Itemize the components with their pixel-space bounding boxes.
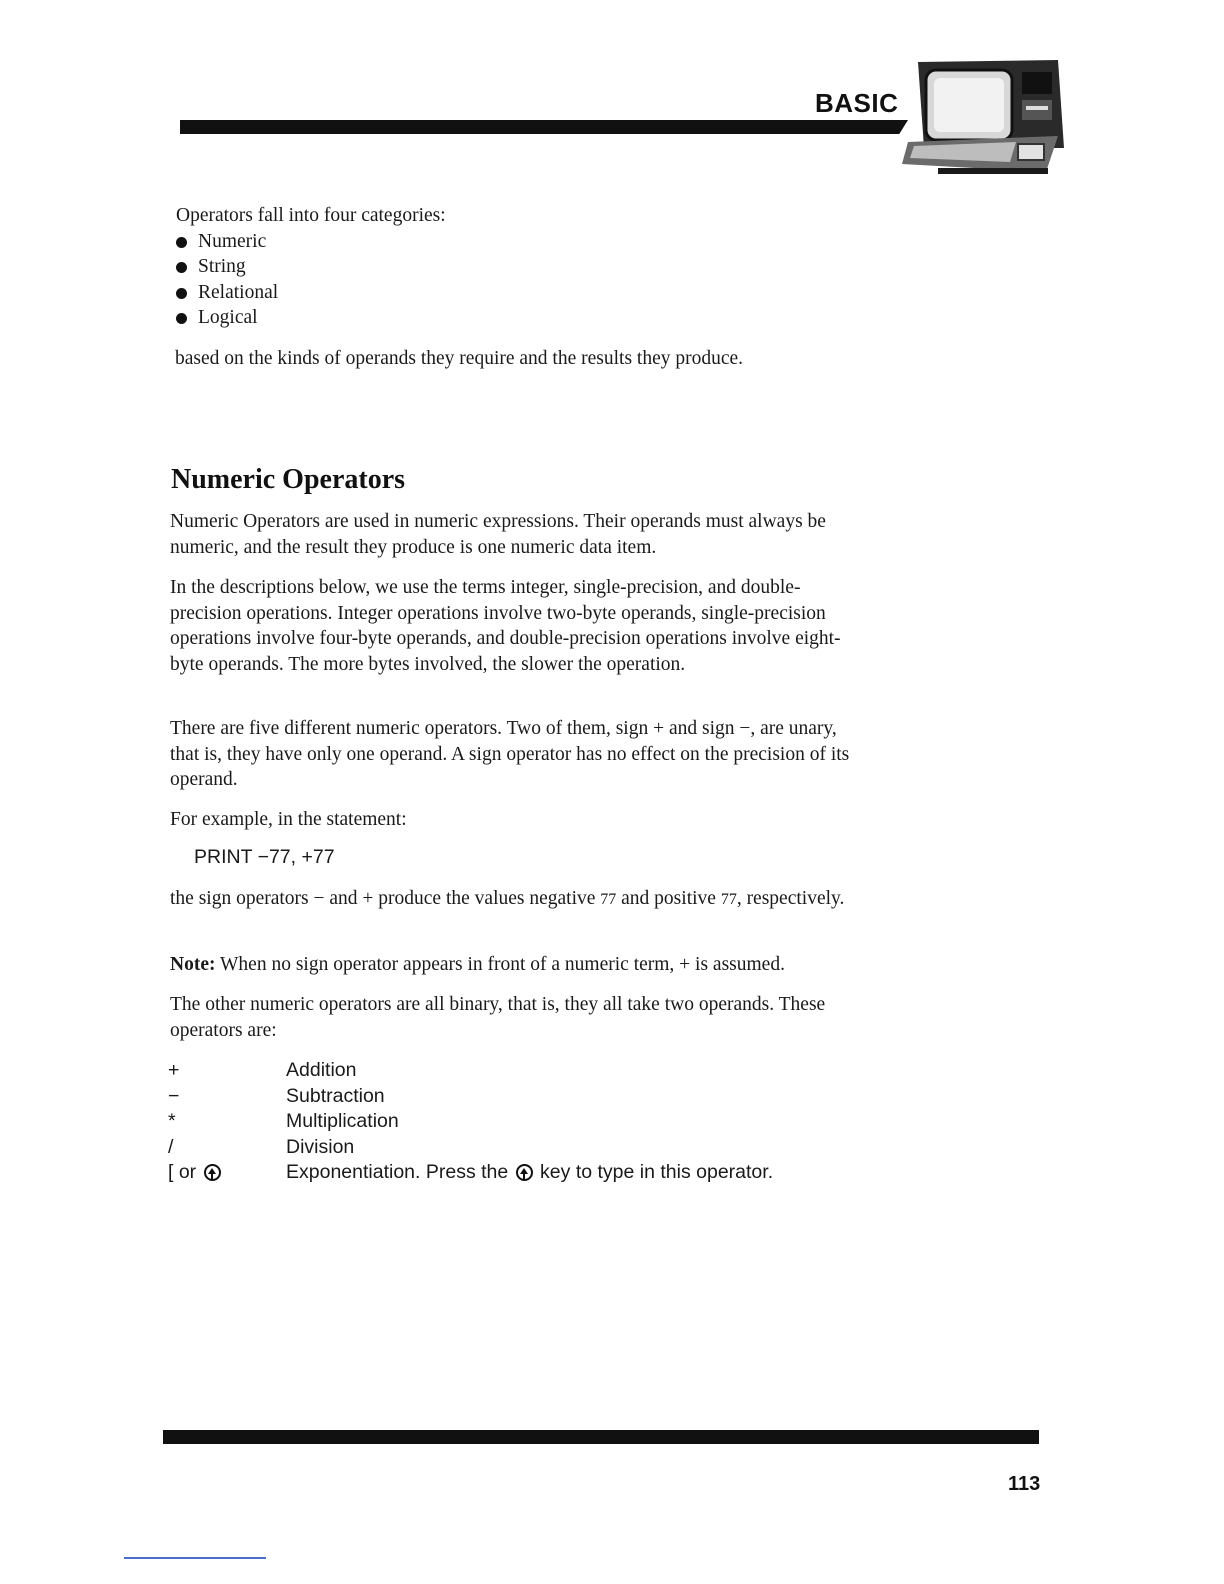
example-text-c: , respectively. (736, 888, 845, 909)
exponent-symbol-prefix: [ or (168, 1161, 202, 1184)
operator-symbol: / (168, 1135, 174, 1158)
operator-symbol: − (168, 1084, 180, 1107)
list-item: Logical (176, 305, 876, 331)
operator-row-exponent (168, 1160, 773, 1186)
intro-block (176, 203, 876, 331)
example-text-b: and positive (616, 888, 721, 909)
operator-symbol: * (168, 1110, 176, 1133)
example-value: 77 (720, 891, 737, 908)
operator-name: Division (286, 1135, 355, 1158)
section-heading: Numeric Operators (171, 464, 406, 495)
header-label: BASIC (815, 88, 899, 118)
operator-name: Addition (286, 1059, 357, 1081)
intro-lead: Operators fall into four categories: (176, 205, 446, 226)
exponent-desc-before: Exponentiation. Press the (286, 1161, 514, 1184)
note-label: Note: (170, 954, 216, 975)
operator-name: Subtraction (286, 1084, 385, 1107)
paragraph-numeric-definition: Numeric Operators are used in numeric expressions. Their operands must always be numeric, and the result they produce is one numeric data item. (170, 511, 826, 558)
note-paragraph (170, 952, 870, 978)
paragraph-example-result (170, 886, 870, 913)
computer-illustration (898, 56, 1068, 178)
header-rule (180, 120, 908, 134)
page-number: 113 (1008, 1473, 1041, 1495)
up-arrow-key-icon (516, 1164, 533, 1181)
paragraph-binary: The other numeric operators are all binary, that is, they all take two operands. These operators are: (170, 994, 826, 1041)
category-list (176, 229, 876, 331)
code-example: PRINT −77, +77 (194, 846, 335, 868)
operator-symbol: + (168, 1059, 180, 1081)
operator-row (168, 1135, 773, 1161)
list-item: Relational (176, 280, 876, 306)
operator-symbol (168, 1160, 286, 1186)
operator-row (168, 1084, 773, 1110)
example-text-a: the sign operators − and + produce the values negative (170, 888, 601, 909)
list-item: Numeric (176, 229, 876, 255)
footer-rule (163, 1430, 1039, 1444)
operator-table (168, 1058, 773, 1186)
operator-name (286, 1160, 773, 1186)
bottom-edge-line (124, 1557, 266, 1559)
paragraph-precision: In the descriptions below, we use the terms integer, single-precision, and double-precision operations. Integer operations involve two-byte operands, single-precision operations involve four-byte operands, and double-precision operations involve eight-byte operands. The more bytes involved, the slower the operation. (170, 577, 841, 675)
list-item: String (176, 254, 876, 280)
exponent-desc-after: key to type in this operator. (534, 1161, 774, 1184)
note-text: When no sign operator appears in front of a numeric term, + is assumed. (215, 954, 785, 975)
operator-name: Multiplication (286, 1110, 399, 1133)
paragraph-example-intro: For example, in the statement: (170, 809, 407, 830)
paragraph-unary: There are five different numeric operators. Two of them, sign + and sign −, are unary, that is, they have only one operand. A sign operator has no effect on the precision of its operand. (170, 718, 850, 790)
operator-row (168, 1058, 773, 1084)
up-arrow-key-icon (204, 1164, 221, 1181)
operator-row (168, 1109, 773, 1135)
intro-closing: based on the kinds of operands they require and the results they produce. (175, 348, 744, 369)
example-value: 77 (600, 891, 617, 908)
